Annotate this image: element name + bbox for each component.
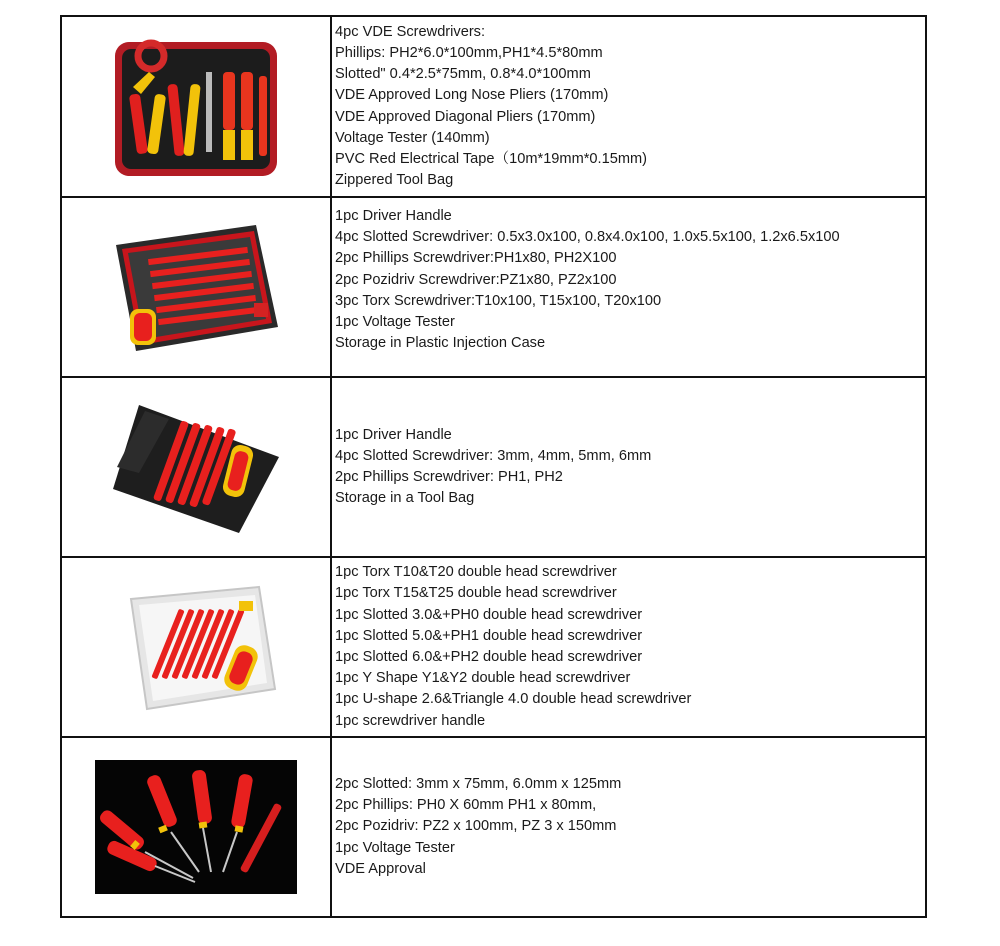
spec-line: 1pc Voltage Tester [335, 314, 455, 331]
spec-line: 1pc Torx T15&T25 double head screwdriver [335, 585, 617, 602]
spec-line: 1pc Torx T10&T20 double head screwdriver [335, 564, 617, 581]
product-image-cell [61, 377, 331, 557]
table-row [61, 197, 926, 377]
vde-kit-zipper-bag-photo [111, 32, 281, 182]
product-image-cell [61, 737, 331, 917]
spec-line: 4pc Slotted Screwdriver: 3mm, 4mm, 5mm, 6mm [335, 447, 652, 464]
product-description-cell [331, 557, 926, 737]
table-row [61, 16, 926, 197]
product-image-cell [61, 557, 331, 737]
spec-line: 1pc Slotted 5.0&+PH1 double head screwdriver [335, 627, 643, 644]
spec-line: 3pc Torx Screwdriver:T10x100, T15x100, T20x100 [335, 292, 662, 309]
spec-line: Slotted" 0.4*2.5*75mm, 0.8*4.0*100mm [335, 66, 591, 83]
driver-set-plastic-case-photo [106, 217, 286, 357]
spec-line: 4pc Slotted Screwdriver: 0.5x3.0x100, 0.8x4.0x100, 1.0x5.5x100, 1.2x6.5x100 [335, 229, 840, 246]
spec-line: 1pc Driver Handle [335, 426, 452, 443]
spec-line: 1pc screwdriver handle [335, 712, 486, 729]
spec-line: PVC Red Electrical Tape（10m*19mm*0.15mm) [335, 150, 647, 167]
product-description-cell [331, 16, 926, 197]
spec-line: VDE Approved Long Nose Pliers (170mm) [335, 87, 609, 104]
driver-set-tool-bag-photo [109, 397, 284, 537]
spec-line: 4pc VDE Screwdrivers: [335, 23, 486, 40]
spec-line: Voltage Tester (140mm) [335, 129, 490, 146]
spec-line: 1pc Slotted 3.0&+PH0 double head screwdriver [335, 606, 643, 623]
spec-line: Storage in a Tool Bag [335, 490, 475, 507]
spec-line: 1pc U-shape 2.6&Triangle 4.0 double head screwdriver [335, 691, 692, 708]
spec-line: VDE Approved Diagonal Pliers (170mm) [335, 108, 596, 125]
screwdrivers-on-black-photo [95, 760, 297, 894]
product-description-cell [331, 737, 926, 917]
spec-line: 2pc Phillips: PH0 X 60mm PH1 x 80mm, [335, 797, 597, 814]
spec-line: Storage in Plastic Injection Case [335, 335, 546, 352]
spec-line: Zippered Tool Bag [335, 172, 454, 189]
product-spec-table [60, 15, 927, 918]
table-row [61, 377, 926, 557]
spec-line: 2pc Pozidriv Screwdriver:PZ1x80, PZ2x100 [335, 271, 617, 288]
spec-line: Phillips: PH2*6.0*100mm,PH1*4.5*80mm [335, 44, 603, 61]
spec-line: 2pc Pozidriv: PZ2 x 100mm, PZ 3 x 150mm [335, 818, 617, 835]
spec-line: 1pc Y Shape Y1&Y2 double head screwdriver [335, 670, 631, 687]
spec-line: 2pc Phillips Screwdriver: PH1, PH2 [335, 469, 563, 485]
spec-line: 2pc Phillips Screwdriver:PH1x80, PH2X100 [335, 250, 617, 267]
product-description-cell [331, 197, 926, 377]
spec-line: VDE Approval [335, 860, 426, 877]
product-description-cell [331, 377, 926, 557]
spec-line: 2pc Slotted: 3mm x 75mm, 6.0mm x 125mm [335, 775, 622, 792]
product-image-cell [61, 16, 331, 197]
spec-line: 1pc Slotted 6.0&+PH2 double head screwdriver [335, 649, 643, 665]
product-image-cell [61, 197, 331, 377]
spec-line: 1pc Driver Handle [335, 208, 452, 224]
table-row [61, 737, 926, 917]
table-row [61, 557, 926, 737]
double-head-driver-case-photo [111, 577, 281, 717]
spec-line: 1pc Voltage Tester [335, 839, 455, 856]
